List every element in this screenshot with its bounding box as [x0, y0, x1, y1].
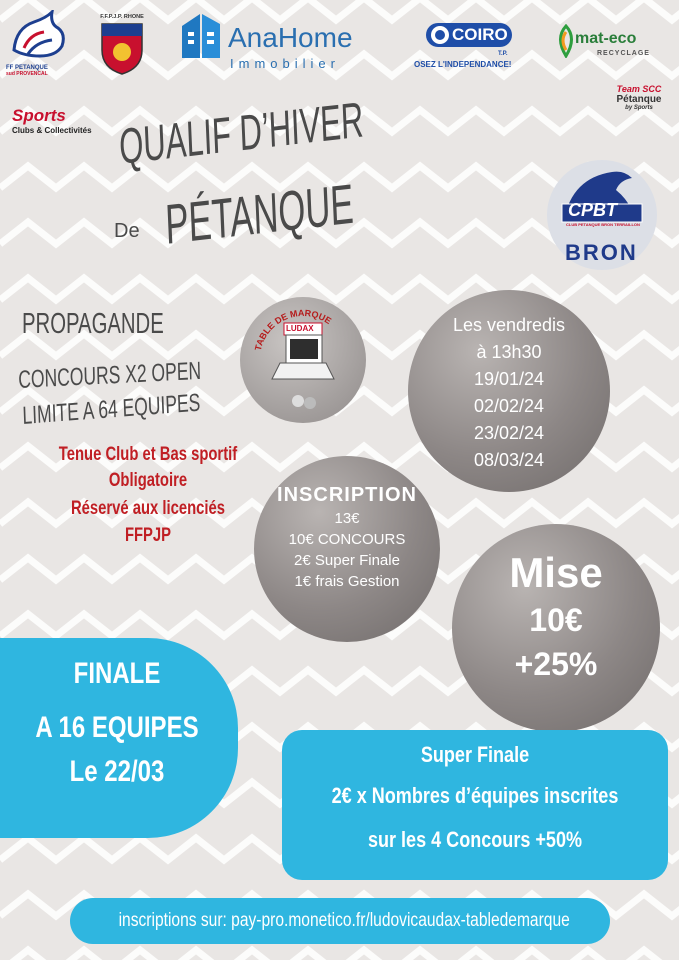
limite-label: LIMITE A 64 EQUIPES: [22, 388, 201, 430]
rules-list: [28, 442, 268, 548]
footer-text[interactable]: inscriptions sur: pay-pro.monetico.fr/ludovicaudax-tabledemarque: [118, 910, 570, 931]
coiro-slogan: OSEZ L'INDEPENDANCE!: [414, 60, 512, 69]
superfinale-line2: sur les 4 Concours +50%: [367, 827, 583, 852]
rule-line: FFPJP: [124, 525, 172, 546]
inscription-line: 2€ Super Finale: [294, 552, 400, 569]
superfinale-block: [282, 738, 668, 860]
anahome-logo: [180, 10, 380, 72]
ludax-circle: [240, 297, 366, 423]
rule-line: Tenue Club et Bas sportif: [58, 444, 238, 465]
ffp-logo: [6, 10, 72, 86]
mateco-sub: RECYCLAGE: [597, 50, 650, 57]
bron-label: BRON: [565, 240, 638, 265]
superfinale-title: Super Finale: [420, 742, 530, 767]
date-item: 23/02/24: [473, 423, 545, 443]
inscription-block: [254, 482, 440, 592]
teamscc-line2: Pétanque: [616, 94, 662, 105]
mateco-logo: [553, 24, 663, 64]
sports-name: Sports: [12, 106, 66, 125]
inscription-line: 1€ frais Gestion: [294, 573, 400, 590]
inscription-title: INSCRIPTION: [277, 484, 417, 506]
dates-block: [408, 312, 610, 474]
date-item: 19/01/24: [473, 369, 545, 389]
finale-block: [0, 652, 234, 792]
superfinale-line1: 2€ x Nombres d’équipes inscrites: [331, 783, 619, 808]
rule-line: Obligatoire: [108, 470, 188, 491]
propagande-label: PROPAGANDE: [22, 308, 164, 340]
ludax-arc-text: TABLE DE MARQUE: [252, 307, 334, 352]
cpbt-logo: [546, 158, 658, 272]
coiro-logo: [412, 20, 536, 72]
teamscc-line1: Team SCC: [616, 84, 662, 94]
mise-block: [452, 548, 660, 686]
inscription-line: 13€: [334, 510, 360, 527]
anahome-name: AnaHome: [228, 22, 353, 53]
mateco-name: mat-eco: [575, 30, 637, 47]
finale-line1: FINALE: [73, 657, 161, 690]
mise-title: Mise: [509, 549, 603, 596]
laptop-icon: [240, 297, 366, 423]
cpbt-sub: CLUB PETANQUE BRON TERRAILLON: [566, 222, 640, 227]
dates-time: à 13h30: [476, 342, 542, 362]
inscription-line: 10€ CONCOURS: [288, 531, 406, 548]
building-icon: [180, 10, 222, 62]
title-line2: PÉTANQUE: [164, 171, 355, 256]
title-line1: QUALIF D’HIVER: [118, 91, 365, 175]
concours-label: CONCOURS X2 OPEN: [18, 356, 202, 394]
ludax-name: LUDAX: [286, 324, 314, 333]
chevron-line: [0, 950, 679, 960]
shield-text: F.F.P.J.P. RHONE: [100, 14, 144, 20]
title-de: De: [114, 220, 140, 242]
dates-title: Les vendredis: [452, 315, 566, 335]
sports-sub: Clubs & Collectivités: [12, 126, 92, 135]
ffp-line1: FF PETANQUE: [6, 65, 48, 71]
mise-amount: 10€: [529, 602, 583, 638]
finale-line3: Le 22/03: [69, 755, 165, 788]
sports-logo: [12, 106, 112, 142]
coiro-name: COIRO: [452, 25, 508, 44]
rhone-shield-logo: [98, 14, 146, 76]
coiro-tp: T.P.: [498, 51, 508, 57]
date-item: 08/03/24: [473, 450, 545, 470]
mise-extra: +25%: [514, 646, 598, 682]
team-scc-logo: [606, 84, 672, 124]
finale-line2: A 16 EQUIPES: [35, 711, 199, 744]
cpbt-name: CPBT: [568, 200, 617, 220]
date-item: 02/02/24: [473, 396, 545, 416]
shield-icon: [98, 20, 146, 76]
ffp-line2: sud PROVENCAL: [6, 71, 48, 77]
rooster-icon: [6, 10, 72, 60]
rule-line: Réservé aux licenciés: [70, 498, 226, 519]
teamscc-line3: by Sports: [625, 105, 653, 111]
anahome-sub: Immobilier: [230, 56, 340, 71]
